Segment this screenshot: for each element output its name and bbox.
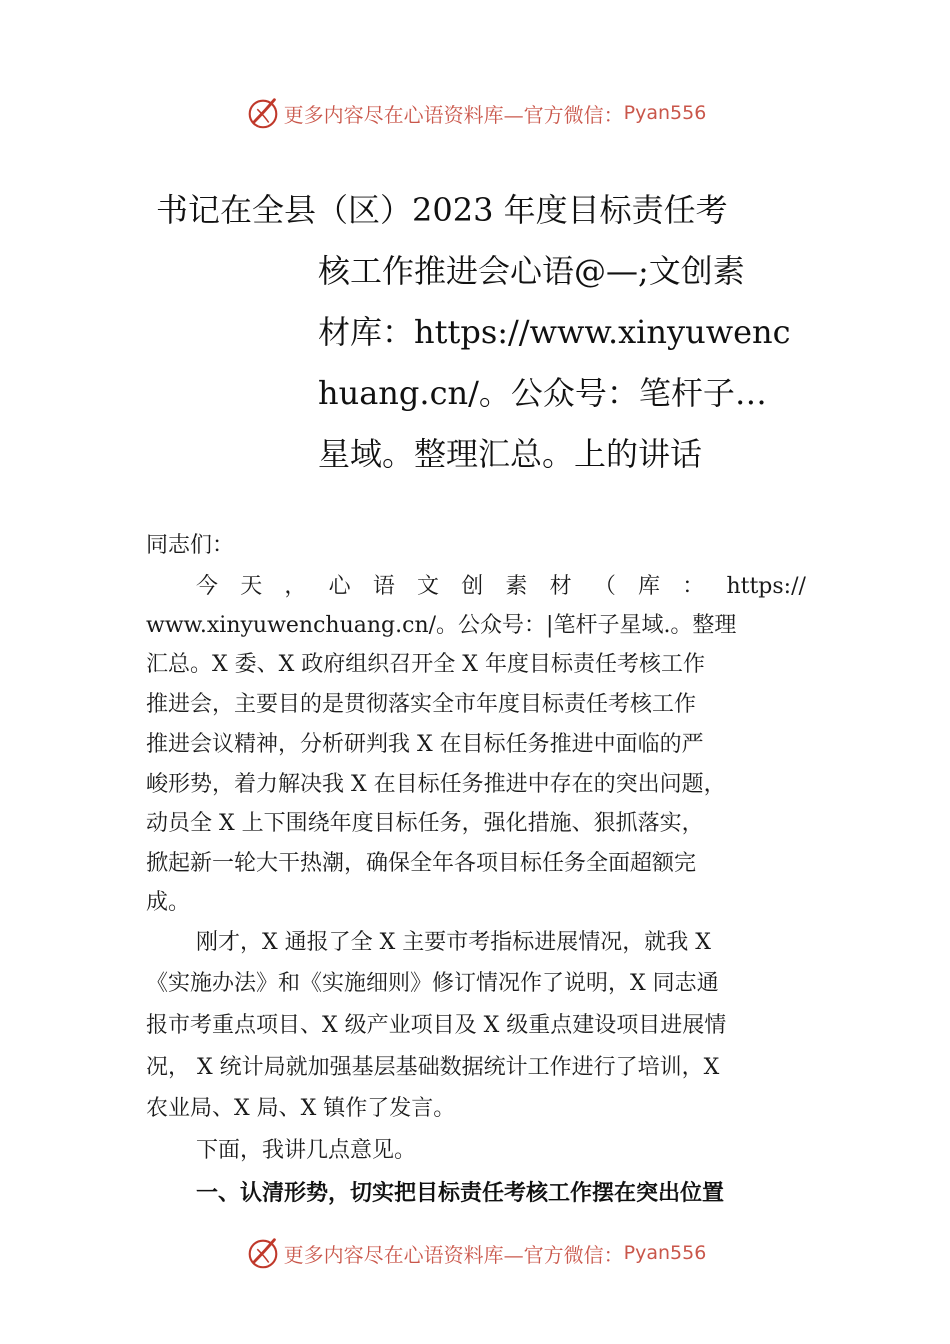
paragraph-1-line-4: 推进会，主要目的是贯彻落实全市年度目标责任考核工作 xyxy=(146,692,697,717)
top-banner xyxy=(0,93,950,133)
title-line-1: 书记在全县（区）2023 年度目标责任考 xyxy=(156,191,728,229)
paragraph-3: 下面，我讲几点意见。 xyxy=(196,1138,417,1163)
paragraph-1-line-2: www.xinyuwenchuang.cn/。公众号：|笔杆子星域.。整理 xyxy=(146,613,737,638)
paragraph-2-line-3: 报市考重点项目、X 级产业项目及 X 级重点建设项目进展情 xyxy=(146,1013,727,1038)
banner-wechat-id: Pyan556 xyxy=(623,102,707,124)
paragraph-1-line-8: 掀起新一轮大干热潮，确保全年各项目标任务全面超额完 xyxy=(146,851,697,876)
title-line-2: 核工作推进会心语@—;文创素 xyxy=(318,252,745,290)
salutation: 同志们： xyxy=(146,533,235,558)
paragraph-2-line-5: 农业局、X 局、X 镇作了发言。 xyxy=(146,1096,456,1121)
section-heading-1: 一、认清形势，切实把目标责任考核工作摆在突出位置 xyxy=(196,1181,725,1206)
bottom-banner xyxy=(0,1233,950,1273)
paragraph-1-line-7: 动员全 X 上下围绕年度目标任务，强化措施、狠抓落实， xyxy=(146,811,704,836)
paragraph-1-line-9: 成。 xyxy=(146,890,191,915)
title-line-5: 星域。整理汇总。上的讲话 xyxy=(318,435,703,473)
banner-text: 更多内容尽在心语资料库—官方微信： xyxy=(283,102,624,127)
title-line-4: huang.cn/。公众号：笔杆子… xyxy=(318,374,767,412)
brush-logo-icon xyxy=(244,94,282,132)
title-line-3: 材库：https://www.xinyuwenc xyxy=(318,313,791,351)
paragraph-2-line-1: 刚才，X 通报了全 X 主要市考指标进展情况，就我 X xyxy=(196,930,711,955)
paragraph-1-line-3: 汇总。X 委、X 政府组织召开全 X 年度目标责任考核工作 xyxy=(146,652,705,677)
brush-logo-icon xyxy=(244,1234,282,1272)
paragraph-1-line-5: 推进会议精神，分析研判我 X 在目标任务推进中面临的严 xyxy=(146,732,704,757)
paragraph-2-line-4: 况， X 统计局就加强基层基础数据统计工作进行了培训，X xyxy=(146,1055,720,1080)
paragraph-1-line-1: 今 天 ， 心 语 文 创 素 材 （ 库 ： https:// xyxy=(196,574,806,599)
banner-text: 更多内容尽在心语资料库—官方微信： xyxy=(283,1242,624,1267)
paragraph-2-line-2: 《实施办法》和《实施细则》修订情况作了说明，X 同志通 xyxy=(146,971,719,996)
banner-wechat-id: Pyan556 xyxy=(623,1242,707,1264)
paragraph-1-line-6: 峻形势，着力解决我 X 在目标任务推进中存在的突出问题， xyxy=(146,772,726,797)
